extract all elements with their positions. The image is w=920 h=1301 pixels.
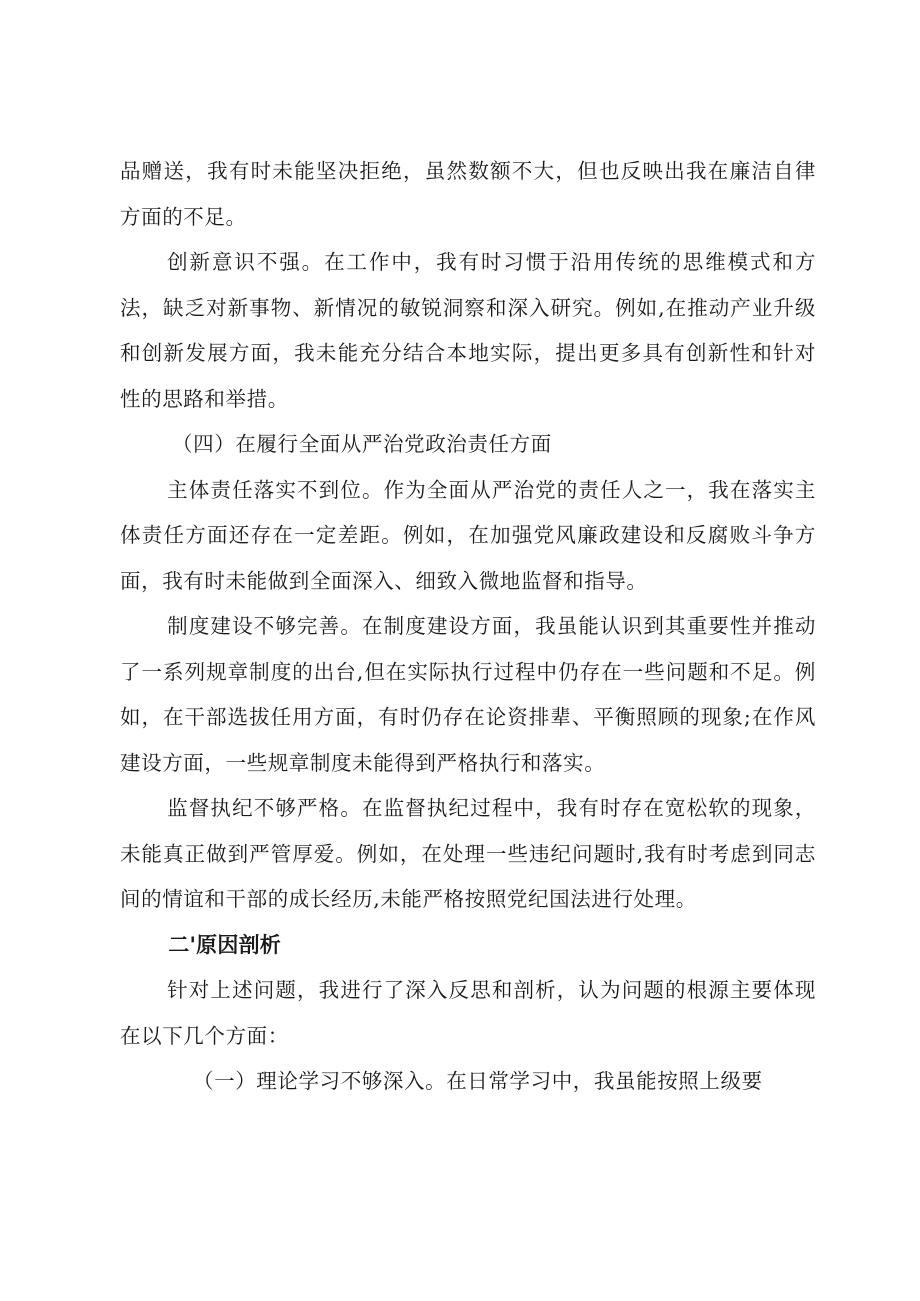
paragraph-integrity-gifts: 品赠送，我有时未能坚决拒绝，虽然数额不大，但也反映出我在廉洁自律方面的不足。 bbox=[120, 159, 816, 229]
paragraph-theory-study: （一）理论学习不够深入。在日常学习中，我虽能按照上级要 bbox=[193, 1069, 763, 1093]
paragraph-main-responsibility: 主体责任落实不到位。作为全面从严治党的责任人之一，我在落实主体责任方面还存在一定差距。例如，在加强党风廉政建设和反腐败斗争方面，我有时未能做到全面深入、细致入微地监督和指导。 bbox=[120, 477, 816, 593]
paragraph-supervision: 监督执纪不够严格。在监督执纪过程中，我有时存在宽松软的现象，未能真正做到严管厚爱。例如，在处理一些违纪问题时,我有时考虑到同志间的情谊和干部的成长经历,未能严格按照党纪国法进行处理。 bbox=[120, 796, 816, 911]
paragraph-system-building: 制度建设不够完善。在制度建设方面，我虽能认识到其重要性并推动了一系列规章制度的出台,但在实际执行过程中仍存在一些问题和不足。例如，在干部选拔任用方面，有时仍存在论资排辈、平衡照顾的现象;在作风建设方面，一些规章制度未能得到严格执行和落实。 bbox=[120, 614, 816, 775]
paragraph-reflection-intro: 针对上述问题，我进行了深入反思和剖析，认为问题的根源主要体现在以下几个方面： bbox=[120, 978, 816, 1048]
paragraph-innovation: 创新意识不强。在工作中，我有时习惯于沿用传统的思维模式和方法，缺乏对新事物、新情况的敏锐洞察和深入研究。例如,在推动产业升级和创新发展方面，我未能充分结合本地实际，提出更多具有创新性和针对性的思路和举措。 bbox=[120, 250, 816, 411]
document-body bbox=[120, 149, 816, 1105]
section-heading-cause-analysis: 二'原因剖析 bbox=[168, 932, 281, 957]
subheading-party-responsibility: （四）在履行全面从严治党政治责任方面 bbox=[172, 432, 552, 456]
